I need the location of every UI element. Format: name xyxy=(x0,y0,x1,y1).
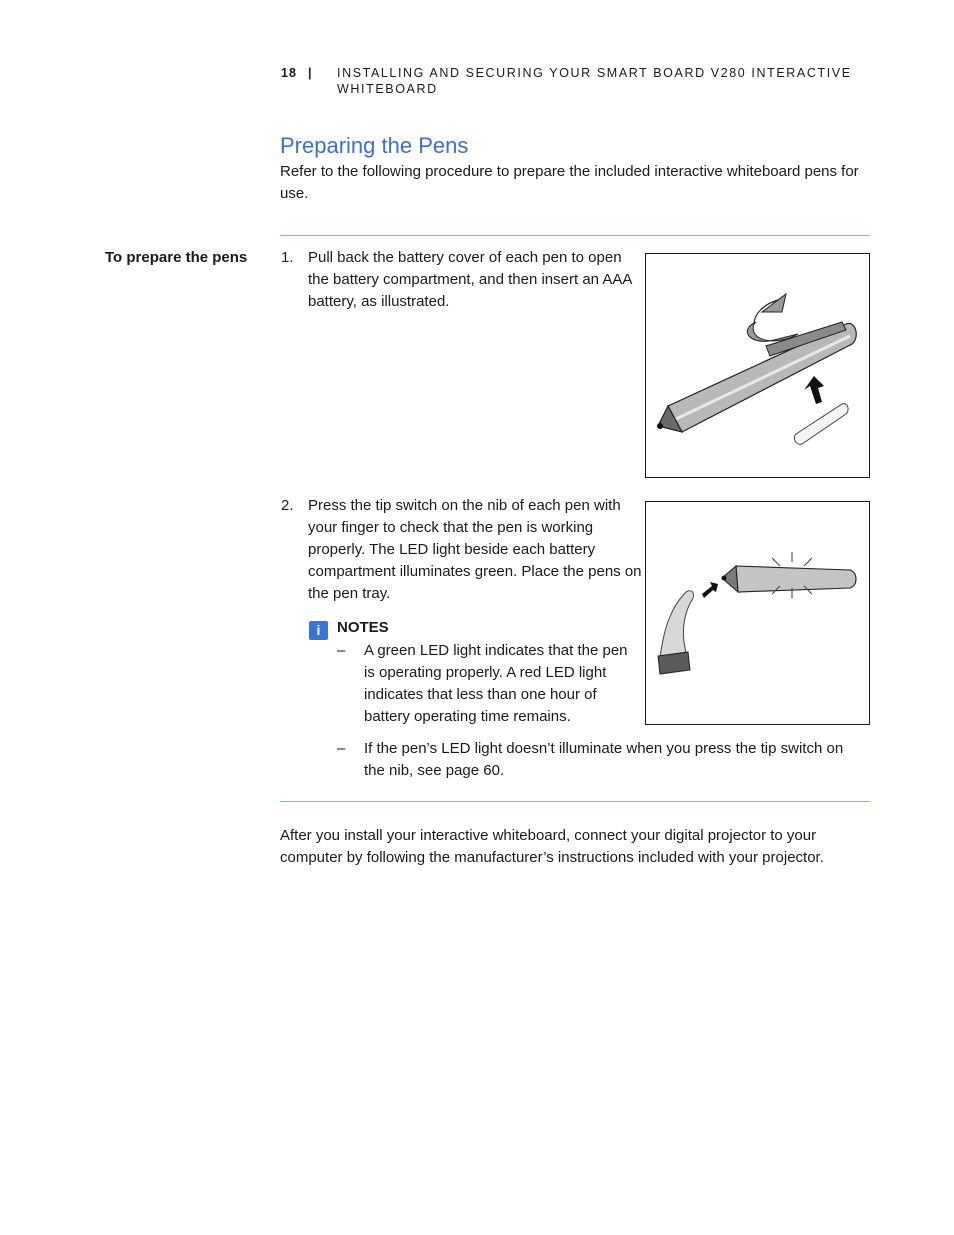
note-2-dash: – xyxy=(337,740,346,757)
battery-insert-illustration xyxy=(645,253,870,478)
info-icon: i xyxy=(309,621,328,640)
running-header: INSTALLING AND SECURING YOUR SMART BOARD V280 INTERACTIVE WHITEBOARD xyxy=(337,66,852,96)
bottom-divider xyxy=(280,801,870,802)
header-separator: | xyxy=(308,66,312,80)
top-divider xyxy=(280,235,870,236)
section-intro: Refer to the following procedure to prepare the included interactive whiteboard pens for use. xyxy=(280,163,859,202)
section-title: Preparing the Pens xyxy=(280,133,469,158)
step-1-text: Pull back the battery cover of each pen to open the battery compartment, and then insert an AAA battery, as illustrated. xyxy=(308,249,632,310)
note-2-text: If the pen’s LED light doesn’t illuminate when you press the tip switch on the nib, see page 60. xyxy=(364,740,844,779)
tip-switch-illustration xyxy=(645,501,870,725)
procedure-label: To prepare the pens xyxy=(105,249,248,266)
note-1-dash: – xyxy=(337,642,346,659)
step-2-text: Press the tip switch on the nib of each pen with your finger to check that the pen is working properly. The LED light beside each battery compartment illuminates green. Place the pens on the pen tray. xyxy=(308,497,642,602)
step-2-number: 2. xyxy=(281,497,294,514)
notes-title: NOTES xyxy=(337,619,389,636)
note-1-text: A green LED light indicates that the pen is operating properly. A red LED light indicates that less than one hour of battery operating time remains. xyxy=(364,642,628,725)
closing-paragraph: After you install your interactive whiteboard, connect your digital projector to your computer by following the manufacturer’s instructions included with your projector. xyxy=(280,827,824,866)
page-number: 18 xyxy=(281,66,297,80)
step-1-number: 1. xyxy=(281,249,294,266)
